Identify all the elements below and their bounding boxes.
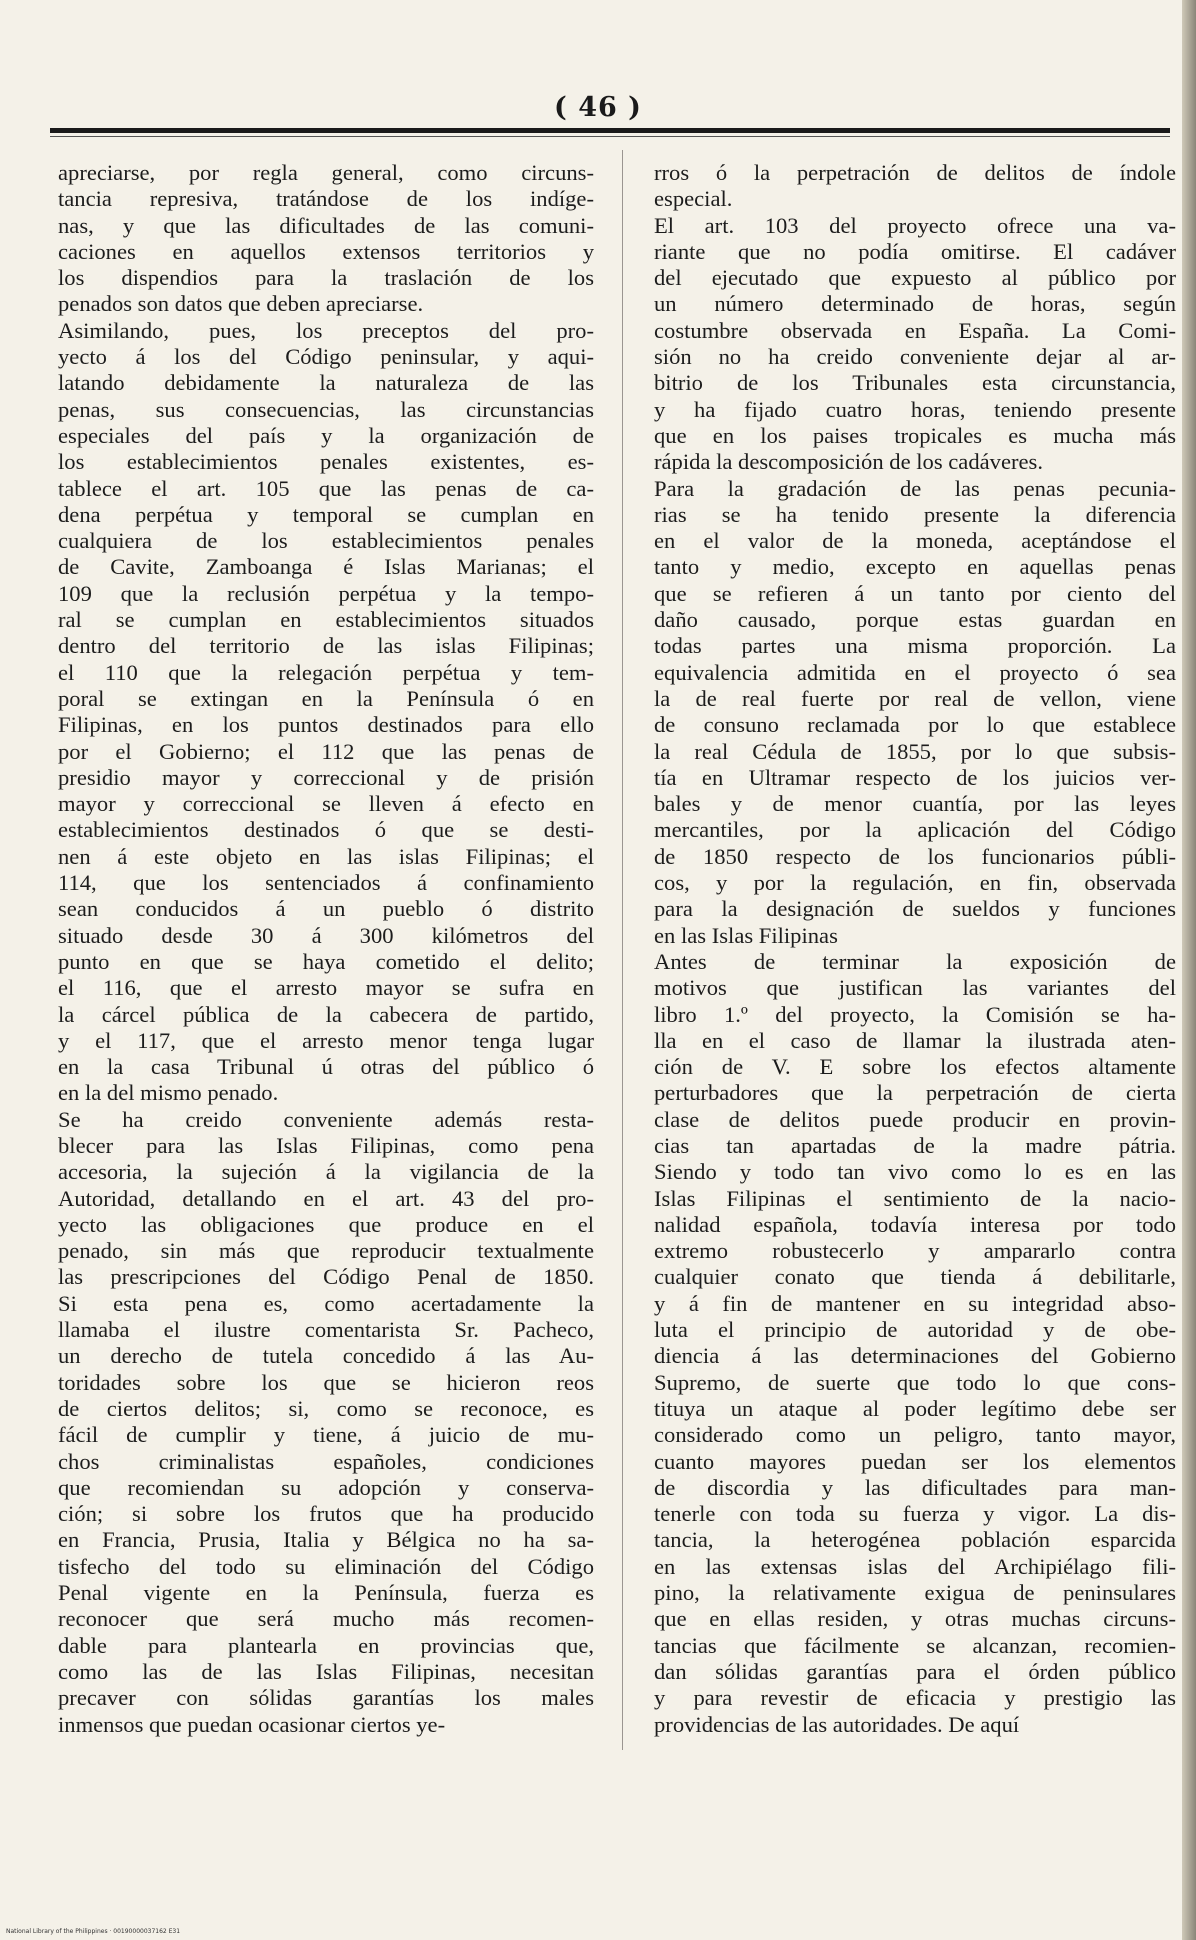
text-line: providencias de las autoridades. De aquí	[654, 1711, 1020, 1737]
text-line: un número determinado de horas, según	[654, 291, 1176, 317]
text-line: bitrio de los Tribunales esta circunstancia,	[654, 370, 1176, 396]
text-line: Antes de terminar la exposición de	[654, 948, 1176, 974]
text-line: la de real fuerte por real de vellon, viene	[654, 685, 1176, 711]
text-line: llamaba el ilustre comentarista Sr. Pacheco,	[58, 1317, 594, 1343]
text-line: daño causado, porque estas guardan en	[654, 607, 1176, 633]
text-line: nen á este objeto en las islas Filipinas; el	[58, 843, 594, 869]
text-line: Supremo, de suerte que todo lo que cons-	[654, 1369, 1176, 1395]
text-line: pino, la relativamente exigua de peninsulares	[654, 1580, 1176, 1606]
text-line: cualquier conato que tienda á debilitarle,	[654, 1264, 1176, 1290]
text-line: y para revestir de eficacia y prestigio las	[654, 1685, 1176, 1711]
text-line: extremo robustecerlo y ampararlo contra	[654, 1238, 1176, 1264]
text-line: Penal vigente en la Península, fuerza es	[58, 1580, 594, 1606]
text-line: punto en que se haya cometido el delito;	[58, 948, 594, 974]
text-line: cuanto mayores puedan ser los elementos	[654, 1448, 1176, 1474]
text-line: luta el principio de autoridad y de obe-	[654, 1317, 1176, 1343]
text-line: de consuno reclamada por lo que establece	[654, 712, 1176, 738]
text-line: la real Cédula de 1855, por lo que subsis-	[654, 738, 1176, 764]
text-line: en la casa Tribunal ú otras del público ó	[58, 1054, 594, 1080]
text-line: en Francia, Prusia, Italia y Bélgica no ha sa-	[58, 1527, 594, 1553]
text-line: diencia á las determinaciones del Gobierno	[654, 1343, 1176, 1369]
text-line: Se ha creido conveniente además resta-	[58, 1106, 594, 1132]
text-line: yecto las obligaciones que produce en el	[58, 1211, 594, 1237]
text-line: tituya un ataque al poder legítimo debe ser	[654, 1395, 1176, 1421]
text-line: tenerle con toda su fuerza y vigor. La dis-	[654, 1501, 1176, 1527]
text-line: de discordia y las dificultades para man-	[654, 1474, 1176, 1500]
text-line: ción de V. E sobre los efectos altamente	[654, 1054, 1176, 1080]
text-line: y el 117, que el arresto menor tenga lugar	[58, 1027, 594, 1053]
header-rule-thin	[50, 136, 1170, 137]
text-line: motivos que justifican las variantes del	[654, 975, 1176, 1001]
text-line: de 1850 respecto de los funcionarios públi-	[654, 843, 1176, 869]
text-line: blecer para las Islas Filipinas, como pena	[58, 1132, 594, 1158]
text-line: ción; si sobre los frutos que ha producido	[58, 1501, 594, 1527]
text-line: Autoridad, detallando en el art. 43 del pro-	[58, 1185, 594, 1211]
text-line: presidio mayor y correccional y de prisión	[58, 764, 594, 790]
column-divider	[622, 150, 623, 1750]
text-line: inmensos que puedan ocasionar ciertos ye-	[58, 1711, 446, 1737]
text-line: nas, y que las dificultades de las comuni-	[58, 212, 594, 238]
text-line: latando debidamente la naturaleza de las	[58, 370, 594, 396]
text-line: especial.	[654, 186, 733, 212]
text-line: Si esta pena es, como acertadamente la	[58, 1290, 594, 1316]
text-line: y ha fijado cuatro horas, teniendo presente	[654, 396, 1176, 422]
text-line: caciones en aquellos extensos territorios y	[58, 238, 594, 264]
text-line: todas partes una misma proporción. La	[654, 633, 1176, 659]
text-line: cualquiera de los establecimientos penales	[58, 528, 594, 554]
text-line: tancia represiva, tratándose de los indíge-	[58, 186, 594, 212]
text-line: especiales del país y la organización de	[58, 422, 594, 448]
text-line: situado desde 30 á 300 kilómetros del	[58, 922, 594, 948]
text-line: libro 1.º del proyecto, la Comisión se ha-	[654, 1001, 1176, 1027]
text-line: mayor y correccional se lleven á efecto en	[58, 791, 594, 817]
text-line: para la designación de sueldos y funciones	[654, 896, 1176, 922]
left-text-column	[58, 160, 594, 1738]
page-number: ( 46 )	[554, 92, 642, 123]
text-line: rros ó la perpetración de delitos de índole	[654, 160, 1176, 185]
footer-credit: National Library of the Philippines · 00190000037162 E31	[6, 1928, 181, 1935]
text-line: clase de delitos puede producir en provin-	[654, 1106, 1176, 1132]
text-line: la cárcel pública de la cabecera de partido,	[58, 1001, 594, 1027]
text-line: poral se extingan en la Península ó en	[58, 685, 594, 711]
text-line: costumbre observada en España. La Comi-	[654, 317, 1176, 343]
text-line: riante que no podía omitirse. El cadáver	[654, 238, 1176, 264]
text-line: bales y de menor cuantía, por las leyes	[654, 791, 1176, 817]
text-line: perturbadores que la perpetración de cierta	[654, 1080, 1176, 1106]
text-line: sean conducidos á un pueblo ó distrito	[58, 896, 594, 922]
text-line: reconocer que será mucho más recomen-	[58, 1606, 594, 1632]
text-line: tisfecho del todo su eliminación del Código	[58, 1553, 594, 1579]
text-line: 109 que la reclusión perpétua y la tempo-	[58, 580, 594, 606]
text-line: que en los paises tropicales es mucha más	[654, 422, 1176, 448]
text-line: Siendo y todo tan vivo como lo es en las	[654, 1159, 1176, 1185]
text-line: cias tan apartadas de la madre pátria.	[654, 1132, 1176, 1158]
text-line: en la del mismo penado.	[58, 1080, 279, 1106]
text-line: dan sólidas garantías para el órden público	[654, 1658, 1176, 1684]
text-line: equivalencia admitida en el proyecto ó sea	[654, 659, 1176, 685]
text-line: accesoria, la sujeción á la vigilancia de la	[58, 1159, 594, 1185]
text-line: penas, sus consecuencias, las circunstancias	[58, 396, 594, 422]
text-line: apreciarse, por regla general, como circuns-	[58, 160, 594, 185]
text-line: rápida la descomposición de los cadáveres.	[654, 449, 1043, 475]
header-rule	[50, 128, 1170, 133]
text-line: el 116, que el arresto mayor se sufra en	[58, 975, 594, 1001]
text-line: chos criminalistas españoles, condiciones	[58, 1448, 594, 1474]
text-line: un derecho de tutela concedido á las Au-	[58, 1343, 594, 1369]
text-line: en las extensas islas del Archipiélago fili-	[654, 1553, 1176, 1579]
text-line: precaver con sólidas garantías los males	[58, 1685, 594, 1711]
text-line: dena perpétua y temporal se cumplan en	[58, 501, 594, 527]
text-line: que recomiendan su adopción y conserva-	[58, 1474, 594, 1500]
text-line: dable para plantearla en provincias que,	[58, 1632, 594, 1658]
text-line: Para la gradación de las penas pecunia-	[654, 475, 1176, 501]
text-line: de Cavite, Zamboanga é Islas Marianas; el	[58, 554, 594, 580]
text-line: tablece el art. 105 que las penas de ca-	[58, 475, 594, 501]
text-line: tancias que fácilmente se alcanzan, recomien-	[654, 1632, 1176, 1658]
text-line: los establecimientos penales existentes, es-	[58, 449, 594, 475]
text-line: nalidad española, todavía interesa por todo	[654, 1211, 1176, 1237]
text-line: 114, que los sentenciados á confinamiento	[58, 870, 594, 896]
text-line: penado, sin más que reproducir textualmente	[58, 1238, 594, 1264]
text-line: que en ellas residen, y otras muchas circuns-	[654, 1606, 1176, 1632]
text-line: el 110 que la relegación perpétua y tem-	[58, 659, 594, 685]
text-line: tía en Ultramar respecto de los juicios ver-	[654, 764, 1176, 790]
text-line: El art. 103 del proyecto ofrece una va-	[654, 212, 1176, 238]
text-line: las prescripciones del Código Penal de 1850.	[58, 1264, 594, 1290]
text-line: por el Gobierno; el 112 que las penas de	[58, 738, 594, 764]
text-line: Asimilando, pues, los preceptos del pro-	[58, 317, 594, 343]
text-line: considerado como un peligro, tanto mayor,	[654, 1422, 1176, 1448]
text-line: Filipinas, en los puntos destinados para ello	[58, 712, 594, 738]
text-line: lla en el caso de llamar la ilustrada aten-	[654, 1027, 1176, 1053]
text-line: toridades sobre los que se hicieron reos	[58, 1369, 594, 1395]
text-line: los dispendios para la traslación de los	[58, 265, 594, 291]
text-line: tanto y medio, excepto en aquellas penas	[654, 554, 1176, 580]
text-line: de ciertos delitos; si, como se reconoce, es	[58, 1395, 594, 1421]
right-text-column	[654, 160, 1176, 1738]
text-line: sión no ha creido conveniente dejar al ar-	[654, 344, 1176, 370]
text-line: rias se ha tenido presente la diferencia	[654, 501, 1176, 527]
text-line: yecto á los del Código peninsular, y aqui-	[58, 344, 594, 370]
text-line: mercantiles, por la aplicación del Código	[654, 817, 1176, 843]
text-line: tancia, la heterogénea población esparcida	[654, 1527, 1176, 1553]
text-line: fácil de cumplir y tiene, á juicio de mu-	[58, 1422, 594, 1448]
text-line: penados son datos que deben apreciarse.	[58, 291, 424, 317]
text-line: establecimientos destinados ó que se desti-	[58, 817, 594, 843]
text-line: en las Islas Filipinas	[654, 922, 838, 948]
text-line: Islas Filipinas el sentimiento de la nacio-	[654, 1185, 1176, 1211]
text-line: y á fin de mantener en su integridad abso-	[654, 1290, 1176, 1316]
text-line: cos, y por la regulación, en fin, observada	[654, 870, 1176, 896]
text-line: del ejecutado que expuesto al público por	[654, 265, 1176, 291]
text-line: ral se cumplan en establecimientos situados	[58, 607, 594, 633]
text-line: dentro del territorio de las islas Filipinas;	[58, 633, 594, 659]
page-edge-shadow	[1182, 0, 1196, 1940]
text-line: como las de las Islas Filipinas, necesitan	[58, 1658, 594, 1684]
text-line: que se refieren á un tanto por ciento del	[654, 580, 1176, 606]
text-line: en el valor de la moneda, aceptándose el	[654, 528, 1176, 554]
